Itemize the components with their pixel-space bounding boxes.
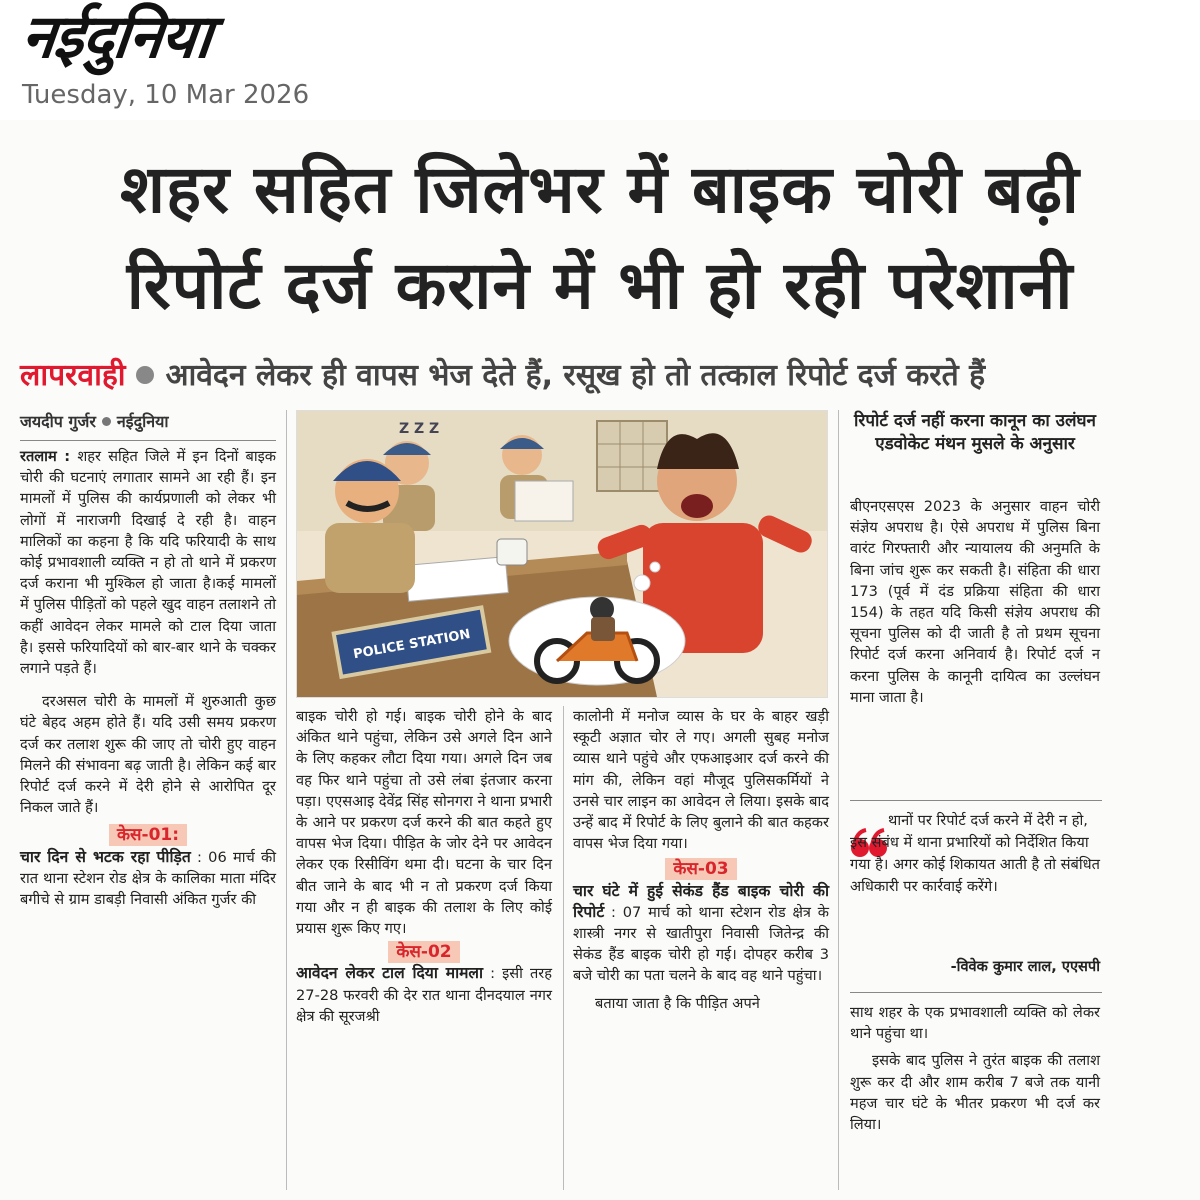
column-divider [286,410,287,1190]
byline-author: जयदीप गुर्जर [20,412,96,431]
dateline: रतलाम : [20,448,71,465]
newspaper-logo: नईदुनिया [18,2,215,72]
case-1-paragraph: चार दिन से भटक रहा पीड़ित : 06 मार्च की रात थाना स्टेशन रोड क्षेत्र के कालिका माता मंदिर बगीचे से ग्राम डाबड़ी निवासी अंकित गुर्जर की [20,847,277,909]
column-1-paragraph-2: दरअसल चोरी के मामलों में शुरुआती कुछ घंटे बेहद अहम होते हैं। यदि उसी समय प्रकरण दर्ज कर तलाश शुरू की जाए तो चोरी हुए वाहन मिलने की संभावना बढ़ जाती है। लेकिन कई बार रिपोर्ट दर्ज करने में देरी होने से आरोपित दूर निकल जाते हैं। [20,693,276,817]
column-2-paragraph-1: बाइक चोरी हो गई। बाइक चोरी होने के बाद अंकित थाने पहुंचा, लेकिन उसे अगले दिन आने के लिए कहकर लौटा दिया गया। अगले दिन जब वह फिर थाने पहुंचा तो उसे लंबा इंतजार करना पड़ा। एएसआइ देवेंद्र सिंह सोनगरा ने थाना प्रभारी के आने पर प्रकरण दर्ज करने की बात कहते हुए वापस भेज दिया। पीड़ित के जोर देने पर आवेदन लेकर एक रिसीविंग थमा दी। घटना के चार दिन बीत जाने के बाद भी न तो प्रकरण दर्ज किया गया और न ही बाइक की तलाश के लिए कोई प्रयास शुरू किए गए। [296,708,552,938]
kicker-row [20,352,1190,400]
sidebar-continuation [850,1002,1100,1135]
byline-paper: नईदुनिया [116,412,169,431]
case-tag-3: केस-03 [665,858,736,880]
case-tag-2: केस-02 [388,941,459,963]
case-3-title: चार घंटे में हुई सेकंड हैंड बाइक चोरी की रिपोर्ट [573,881,829,921]
case-3-paragraph: चार घंटे में हुई सेकंड हैंड बाइक चोरी की रिपोर्ट : 07 मार्च को थाना स्टेशन रोड क्षेत्र के शास्त्री नगर से खातीपुरा निवासी जितेन्द्र की सेकंड हैंड बाइक चोरी हो गई। दोपहर करीब 3 बजे चोरी का पता चलने के बाद वह थाने पहुंचा। [573,881,830,985]
bullet-dot-icon [136,366,154,384]
sidebar-body: बीएनएसएस 2023 के अनुसार वाहन चोरी संज्ञेय अपराध है। ऐसे अपराध में पुलिस बिना वारंट गिरफ्तारी और न्यायालय की अनुमति के बिना जांच शुरू कर सकती है। संहिता की धारा 173 (पूर्व में दंड प्रक्रिया संहिता की धारा 154) के तहत यदि किसी संज्ञेय अपराध की सूचना पुलिस को दी जाती है तो प्रथम सूचना रिपोर्ट दर्ज करना अनिवार्य है। रिपोर्ट दर्ज न करना पुलिस के कानूनी दायित्व का उल्लंघन माना जाता है। [850,498,1100,706]
case-1-title: चार दिन से भटक रहा पीड़ित [20,847,191,866]
column-1-paragraph-1: रतलाम : शहर सहित जिले में इन दिनों बाइक चोरी की घटनाएं लगातार सामने आ रही हैं। इन मामलों में पुलिस की कार्यप्रणाली को लेकर भी लोगों में नाराजगी दिखाई दे रही है। वाहन मालिकों का कहना है कि यदि फरियादी के साथ कोई प्रभावशाली व्यक्ति न हो तो थाने में प्रकरण दर्ज कराना भी मुश्किल हो जाता है।कई मामलों में पुलिस पीड़ितों को पहले खुद वाहन तलाशने तो कहीं आवेदन लेकर मामले को टाल दिया जाता है। इससे फरियादियों को बार-बार थाने के चक्कर लगाने पड़ते हैं। [20,448,277,678]
cartoon-illustration [296,410,828,698]
police-station-cartoon-icon [297,411,827,697]
edition-date: Tuesday, 10 Mar 2026 [22,80,310,110]
column-divider [563,706,564,1190]
masthead [0,0,460,120]
kicker-tag: लापरवाही [20,358,126,393]
kicker-text: आवेदन लेकर ही वापस भेज देते हैं, रसूख हो तो तत्काल रिपोर्ट दर्ज करते हैं [165,358,986,393]
sidebar-continuation-paragraph-2: इसके बाद पुलिस ने तुरंत बाइक की तलाश शुरू कर दी और शाम करीब 7 बजे तक यानी महज चार घंटे के भीतर प्रकरण भी दर्ज कर लिया। [850,1052,1100,1134]
case-2-title: आवेदन लेकर टाल दिया मामला [296,964,484,983]
byline [20,410,280,432]
pull-quote-author: -विवेक कुमार लाल, एएसपी [950,958,1100,975]
sidebar-rule [850,800,1102,801]
case-tag-1: केस-01: [109,824,187,846]
pull-quote-text: थानों पर रिपोर्ट दर्ज करने में देरी न हो, इस संबंध में थाना प्रभारियों को निर्देशित किया गया है। अगर कोई शिकायत आती है तो संबंधित अधिकारी पर कार्रवाई करेंगे। [850,812,1100,895]
svg-text:POLICE STATION: POLICE STATION [352,626,472,663]
article-column-1 [20,446,276,910]
sidebar-continuation-paragraph-1: साथ शहर के एक प्रभावशाली व्यक्ति को लेकर थाने पहुंचा था। [850,1004,1100,1043]
case-2-paragraph: आवेदन लेकर टाल दिया मामला : इसी तरह 27-28 फरवरी की देर रात थाना दीनदयाल नगर क्षेत्र की सूरजश्री [296,964,552,1025]
article-column-3 [573,706,829,1014]
sidebar-title: रिपोर्ट दर्ज नहीं करना कानून का उलंघन एडवोकेट मंथन मुसले के अनुसार [854,411,1096,454]
svg-text:Z Z Z: Z Z Z [399,421,440,437]
headline-line-2: रिपोर्ट दर्ज कराने में भी हो रही परेशानी [126,247,1074,324]
column-3-paragraph-1: कालोनी में मनोज व्यास के घर के बाहर खड़ी स्कूटी अज्ञात चोर ले गए। अगली सुबह मनोज व्यास थाने पहुंचे और एफआइआर दर्ज करने की मांग की, लेकिन वहां मौजूद पुलिसकर्मियों ने उनसे चार लाइन का आवेदन ले लिया। इसके बाद उन्हें बाद में रिपोर्ट के लिए बुलाने की बात कहकर वापस भेज दिया गया। [573,708,829,853]
bullet-dot-icon [102,417,111,426]
byline-rule [20,440,276,441]
sidebar-rule [850,992,1102,993]
pull-quote [850,810,1100,898]
headline-line-1: शहर सहित जिलेभर में बाइक चोरी बढ़ी [120,151,1080,228]
column-divider [838,410,839,1190]
article-column-2 [296,706,552,1027]
column-3-paragraph-2: बताया जाता है कि पीड़ित अपने [595,994,760,1012]
